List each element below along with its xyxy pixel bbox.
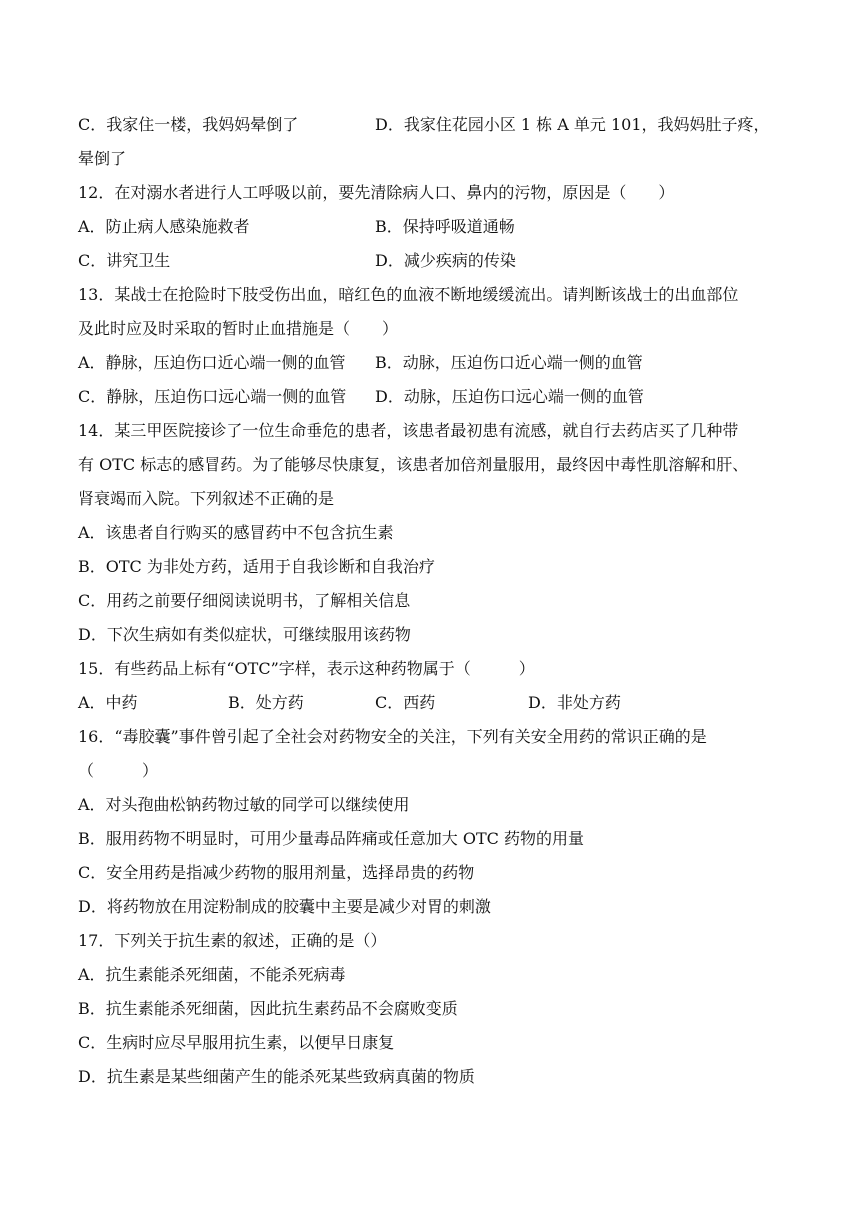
q13-options-cd: [78, 380, 788, 414]
q13-option-d: D．动脉，压迫伤口远心端一侧的血管: [375, 387, 644, 406]
q14-option-c: C．用药之前要仔细阅读说明书，了解相关信息: [78, 591, 411, 610]
q11-option-d: D．我家住花园小区 1 栋 A 单元 101，我妈妈肚子疼，: [375, 115, 770, 134]
q12-option-b: B．保持呼吸道通畅: [375, 217, 515, 236]
q15-option-c: C．西药: [375, 693, 436, 712]
q15-option-a: A．中药: [78, 693, 138, 712]
q12-option-a: A．防止病人感染施救者: [78, 217, 250, 236]
q14-stem-line1: 14．某三甲医院接诊了一位生命垂危的患者，该患者最初患有流感，就自行去药店买了几种带: [78, 421, 739, 440]
q15-options: [78, 686, 788, 720]
q11-option-c: C．我家住一楼，我妈妈晕倒了: [78, 115, 299, 134]
q13-option-c: C．静脉，压迫伤口远心端一侧的血管: [78, 387, 347, 406]
q15-stem: 15．有些药品上标有“OTC”字样，表示这种药物属于（ ）: [78, 659, 535, 678]
q16-option-d: D．将药物放在用淀粉制成的胶囊中主要是减少对胃的刺激: [78, 897, 491, 916]
q13-options-ab: [78, 346, 788, 380]
q16-option-a: A．对头孢曲松钠药物过敏的同学可以继续使用: [78, 795, 410, 814]
q11-options-cd: [78, 108, 788, 142]
q15-option-b: B．处方药: [228, 693, 304, 712]
q13-stem-line2: 及此时应及时采取的暂时止血措施是（ ）: [78, 319, 399, 338]
q17-option-b: B．抗生素能杀死细菌，因此抗生素药品不会腐败变质: [78, 999, 458, 1018]
q14-stem-line3: 肾衰竭而入院。下列叙述不正确的是: [78, 489, 335, 508]
question-list: [78, 108, 788, 1094]
q17-option-a: A．抗生素能杀死细菌，不能杀死病毒: [78, 965, 346, 984]
q16-stem-line1: 16．“毒胶囊”事件曾引起了全社会对药物安全的关注，下列有关安全用药的常识正确的是: [78, 727, 707, 746]
q14-option-d: D．下次生病如有类似症状，可继续服用该药物: [78, 625, 411, 644]
q16-stem-line2: （ ）: [78, 761, 159, 780]
q17-stem: 17．下列关于抗生素的叙述，正确的是（）: [78, 931, 387, 950]
q17-option-c: C．生病时应尽早服用抗生素，以便早日康复: [78, 1033, 395, 1052]
q13-option-a: A．静脉，压迫伤口近心端一侧的血管: [78, 353, 346, 372]
q12-option-d: D．减少疾病的传染: [375, 251, 516, 270]
q16-option-c: C．安全用药是指减少药物的服用剂量，选择昂贵的药物: [78, 863, 475, 882]
q14-stem-line2: 有 OTC 标志的感冒药。为了能够尽快康复，该患者加倍剂量服用，最终因中毒性肌溶解和肝、: [78, 455, 749, 474]
q17-option-d: D．抗生素是某些细菌产生的能杀死某些致病真菌的物质: [78, 1067, 475, 1086]
q16-option-b: B．服用药物不明显时，可用少量毒品阵痛或任意加大 OTC 药物的用量: [78, 829, 584, 848]
q12-options-cd: [78, 244, 788, 278]
q12-stem: 12．在对溺水者进行人工呼吸以前，要先清除病人口、鼻内的污物，原因是（ ）: [78, 183, 675, 202]
q12-option-c: C．讲究卫生: [78, 251, 171, 270]
q15-option-d: D．非处方药: [528, 693, 621, 712]
q12-options-ab: [78, 210, 788, 244]
q11-option-d-continued: 晕倒了: [78, 149, 127, 168]
q14-option-b: B．OTC 为非处方药，适用于自我诊断和自我治疗: [78, 557, 435, 576]
q13-option-b: B．动脉，压迫伤口近心端一侧的血管: [375, 353, 643, 372]
q14-option-a: A．该患者自行购买的感冒药中不包含抗生素: [78, 523, 394, 542]
q13-stem-line1: 13．某战士在抢险时下肢受伤出血，暗红色的血液不断地缓缓流出。请判断该战士的出血部位: [78, 285, 739, 304]
